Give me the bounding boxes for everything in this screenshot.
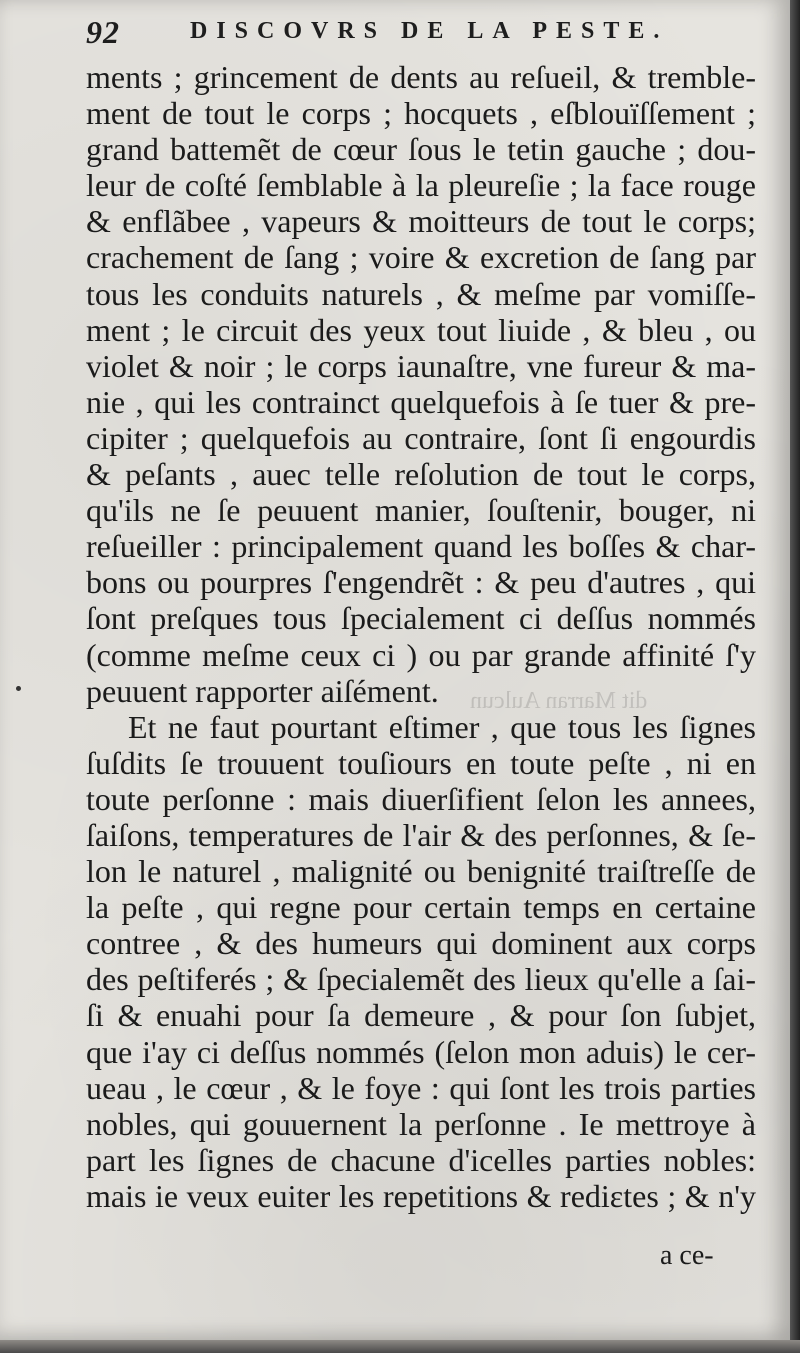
text-line: que i'ay ci deſſus nommés (ſelon mon aduis) le cer-	[86, 1033, 756, 1070]
text-line: tous les conduits naturels , & meſme par vomiſſe-	[86, 275, 756, 312]
text-line: (comme meſme ceux ci ) ou par grande affinité ſ'y	[86, 636, 756, 673]
text-line: ſuſdits ſe trouuent touſiours en toute peſte , ni en	[86, 744, 756, 781]
text-line: ſaiſons, temperatures de l'air & des perſonnes, & ſe-	[86, 816, 756, 853]
page-header	[86, 14, 686, 54]
text-line: & enflãbee , vapeurs & moitteurs de tout le corps;	[86, 203, 756, 240]
page-bottom-edge	[0, 1340, 800, 1353]
text-line: leur de coſté ſemblable à la pleureſie ; la face rouge	[86, 167, 756, 204]
text-line: ment de tout le corps ; hocquets , eſblouïſſement ;	[86, 95, 756, 132]
page-right-edge	[790, 0, 800, 1353]
text-line: ſont preſques tous ſpecialement ci deſſus nommés	[86, 600, 756, 637]
text-line: ueau , le cœur , & le foye : qui ſont les trois parties	[86, 1069, 756, 1106]
text-line: mais ie veux euiter les repetitions & rediɛtes ; & n'y	[86, 1177, 756, 1214]
paragraph-start-line: Et ne faut pourtant eſtimer , que tous les ſignes	[128, 708, 756, 745]
catchword: a ce-	[660, 1240, 714, 1271]
text-line: lon le naturel , malignité ou benignité traiſtreſſe de	[86, 853, 756, 890]
text-line: qu'ils ne ſe peuuent manier, ſouſtenir, bouger, ni	[86, 492, 756, 529]
text-line: & peſants , auec telle reſolution de tout le corps,	[86, 456, 756, 493]
text-line: grand battemẽt de cœur ſous le tetin gauche ; dou-	[86, 131, 756, 168]
text-line: ments ; grincement de dents au reſueil, & tremble-	[86, 59, 756, 95]
text-line: bons ou pourpres ſ'engendrẽt : & peu d'autres , qui	[86, 564, 756, 601]
text-line: des peſtiferés ; & ſpecialemẽt des lieux qu'elle a ſai-	[86, 961, 756, 998]
text-line: toute perſonne : mais diuerſifient ſelon les annees,	[86, 780, 756, 817]
text-line: crachement de ſang ; voire & excretion de ſang par	[86, 239, 756, 276]
text-line: part les ſignes de chacune d'icelles parties nobles:	[86, 1141, 756, 1178]
text-line: ment ; le circuit des yeux tout liuide , & bleu , ou	[86, 311, 756, 348]
text-line: cipiter ; quelquefois au contraire, ſont ſi engourdis	[86, 419, 756, 456]
body-text	[86, 59, 756, 1214]
text-line: nie , qui les contrainct quelquefois à ſe tuer & pre-	[86, 383, 756, 420]
text-line: la peſte , qui regne pour certain temps en certaine	[86, 889, 756, 926]
bleed-through-text: dit Marran Aulcun	[470, 688, 648, 714]
text-line: ſi & enuahi pour ſa demeure , & pour ſon ſubjet,	[86, 997, 756, 1034]
text-line: nobles, qui gouuernent la perſonne . Ie mettroye à	[86, 1105, 756, 1142]
text-line: violet & noir ; le corps iaunaſtre, vne fureur & ma-	[86, 347, 756, 384]
running-title: DISCOVRS DE LA PESTE.	[190, 18, 669, 44]
text-line: contree , & des humeurs qui dominent aux corps	[86, 925, 756, 962]
margin-dot	[16, 686, 21, 691]
page-number: 92	[86, 14, 120, 50]
text-line: reſueiller : principalement quand les boſſes & char-	[86, 528, 756, 565]
paragraph-end-line: peuuent rapporter aiſément.	[86, 672, 439, 709]
